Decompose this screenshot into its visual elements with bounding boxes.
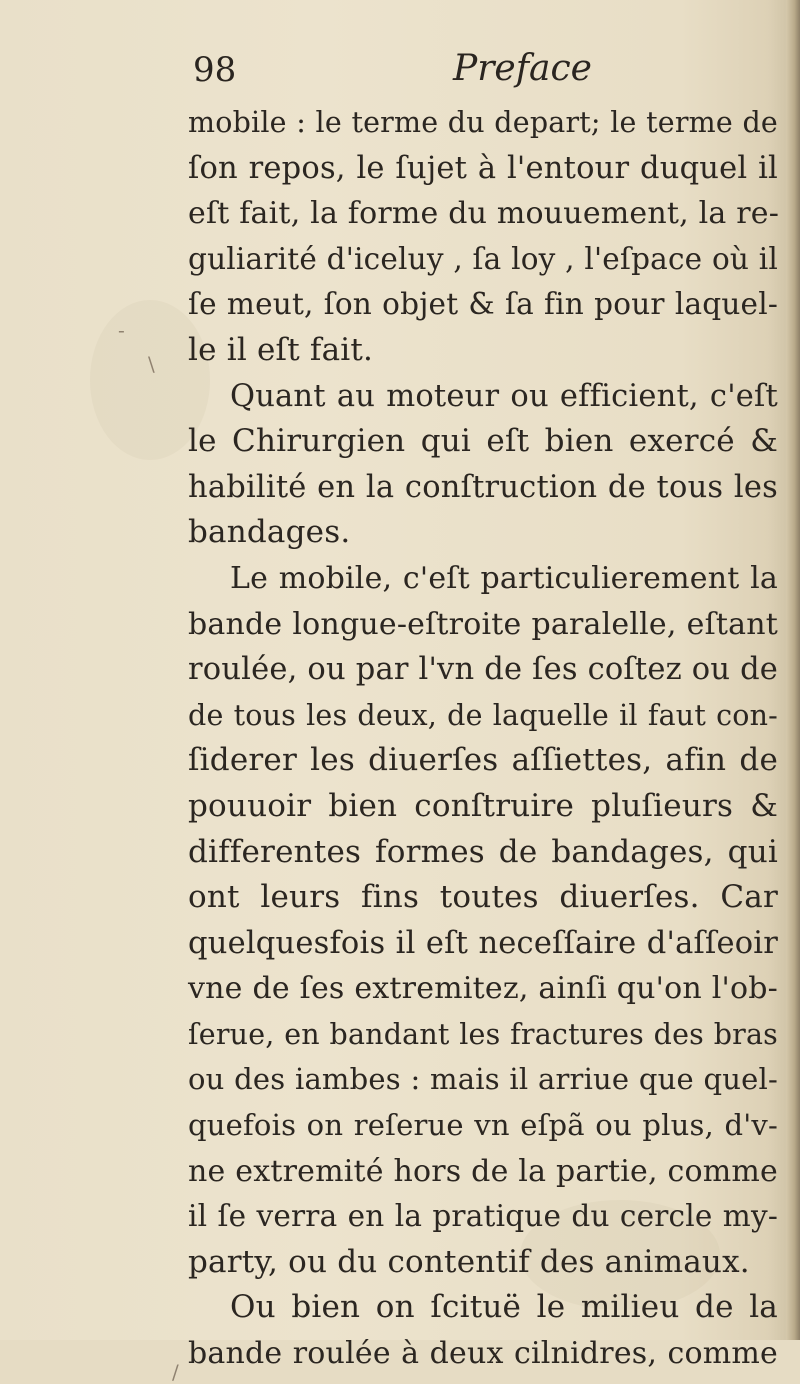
text-line: le il eſt fait. bbox=[188, 331, 374, 368]
text-line: ſe meut, ſon objet & ſa fin pour laquel- bbox=[188, 287, 778, 322]
text-line: habilité en la conſtruction de tous les bbox=[188, 469, 778, 505]
body-text bbox=[188, 100, 778, 1377]
margin-mark: / bbox=[172, 1360, 179, 1384]
running-title: Preface bbox=[453, 48, 592, 89]
text-line: ſon repos, le ſujet à l'entour duquel il bbox=[188, 150, 778, 186]
text-line: de tous les deux, de laquelle il faut con- bbox=[188, 698, 778, 732]
text-line: Le mobile, c'eſt particulierement la bbox=[230, 560, 778, 596]
text-line: ou des iambes : mais il arriue que quel- bbox=[188, 1062, 778, 1097]
text-line: pouuoir bien conſtruire pluſieurs & bbox=[188, 787, 778, 824]
text-line: ont leurs fins toutes diuerſes. Car bbox=[188, 879, 778, 916]
text-line: ſerue, en bandant les fractures des bras bbox=[188, 1017, 778, 1051]
page-edge bbox=[786, 0, 800, 1340]
text-line: mobile : le terme du depart; le terme de bbox=[188, 106, 778, 139]
margin-mark: \ bbox=[148, 352, 155, 376]
page-header bbox=[193, 48, 773, 98]
text-line: Ou bien on ſcituë le milieu de la bbox=[230, 1289, 778, 1326]
text-line: Quant au moteur ou efficient, c'eſt bbox=[230, 378, 778, 414]
page-number: 98 bbox=[193, 50, 237, 90]
text-line: quefois on reſerue vn eſpã ou plus, d'v- bbox=[188, 1108, 778, 1143]
text-line: il ſe verra en la pratique du cercle my- bbox=[188, 1199, 778, 1234]
text-line: party, ou du contentif des animaux. bbox=[188, 1243, 750, 1280]
text-line: vne de ſes extremitez, ainſi qu'on l'ob- bbox=[188, 971, 778, 1007]
text-line: eſt fait, la forme du mouuement, la re- bbox=[188, 196, 780, 232]
text-line: bande roulée à deux cilnidres, comme bbox=[188, 1336, 778, 1372]
text-line: bandages. bbox=[188, 514, 351, 551]
text-line: bande longue-eſtroite paralelle, eſtant bbox=[188, 606, 778, 642]
margin-mark: - bbox=[118, 318, 125, 342]
text-line: guliarité d'iceluy , ſa loy , l'eſpace où il bbox=[188, 241, 778, 276]
text-line: ne extremité hors de la partie, comme bbox=[188, 1153, 778, 1189]
text-line: roulée, ou par l'vn de ſes coſtez ou de bbox=[188, 652, 779, 688]
text-line: le Chirurgien qui eſt bien exercé & bbox=[188, 423, 778, 460]
text-line: differentes formes de bandages, qui bbox=[188, 833, 778, 870]
text-line: quelquesfois il eſt neceſſaire d'aſſeoir bbox=[188, 925, 778, 961]
text-line: ſiderer les diuerſes aſſiettes, afin de bbox=[188, 742, 778, 779]
